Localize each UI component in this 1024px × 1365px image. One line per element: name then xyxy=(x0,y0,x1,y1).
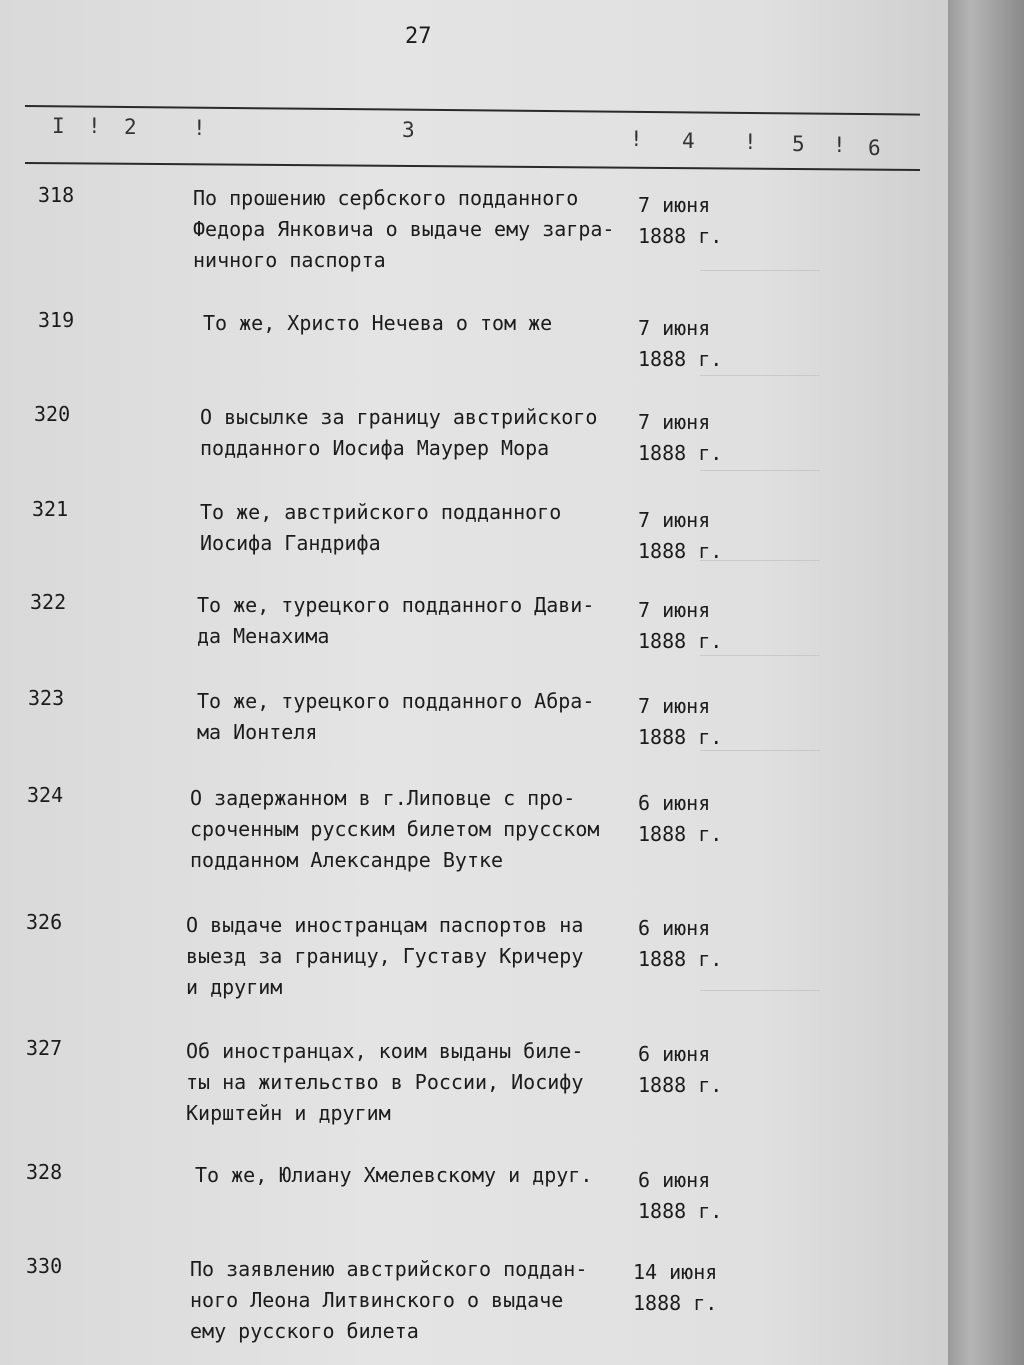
page-number: 27 xyxy=(405,24,432,49)
entry-number: 328 xyxy=(26,1160,63,1184)
column-separator: ! xyxy=(193,116,206,140)
entry-date-year: 1888 г. xyxy=(638,347,723,371)
entry-title-line: подданном Александре Вутке xyxy=(190,848,504,872)
table-header-top-rule xyxy=(25,105,920,116)
book-binding-edge xyxy=(948,0,1024,1365)
entry-title-line: То же, австрийского подданного xyxy=(200,500,562,524)
column-header-6: 6 xyxy=(868,136,881,160)
entry-title-line: То же, Христо Нечева о том же xyxy=(203,311,553,335)
entry-number: 320 xyxy=(34,402,71,426)
column-separator: ! xyxy=(630,127,643,151)
bleed-through-line xyxy=(700,990,820,991)
entry-title-line: О выдаче иностранцам паспортов на xyxy=(186,913,584,937)
entry-title-line: О высылке за границу австрийского xyxy=(200,405,598,429)
entry-title xyxy=(195,1160,645,1191)
column-header-4: 4 xyxy=(682,129,695,153)
entry-date xyxy=(633,1257,717,1319)
entry-title-line: ма Ионтеля xyxy=(197,720,318,744)
entry-date-day: 7 июня xyxy=(638,316,711,340)
entry-number: 322 xyxy=(30,590,67,614)
column-separator: ! xyxy=(833,133,846,157)
entry-date-day: 7 июня xyxy=(638,508,711,532)
entry-title-line: То же, турецкого подданного Дави- xyxy=(197,593,595,617)
entry-number: 324 xyxy=(27,783,64,807)
entry-title xyxy=(186,1036,636,1129)
entry-title xyxy=(200,497,650,559)
entry-date xyxy=(638,913,722,975)
entry-date-year: 1888 г. xyxy=(638,224,723,248)
entry-title-line: и другим xyxy=(186,975,283,999)
entry-title-line: ты на жительство в России, Иосифу xyxy=(186,1070,584,1094)
entry-number: 330 xyxy=(26,1254,63,1278)
entry-date xyxy=(638,407,722,469)
entry-date xyxy=(638,1039,722,1101)
entry-date-day: 6 июня xyxy=(638,1168,711,1192)
entry-date-year: 1888 г. xyxy=(638,947,723,971)
entry-title-line: Федора Янковича о выдаче ему загра- xyxy=(193,217,615,241)
entry-title-line: То же, турецкого подданного Абра- xyxy=(197,689,595,713)
entry-number: 321 xyxy=(32,497,69,521)
column-separator: ! xyxy=(744,130,757,154)
entry-title-line: По заявлению австрийского поддан- xyxy=(190,1257,588,1281)
entry-title-line: ничного паспорта xyxy=(193,248,386,272)
entry-number: 323 xyxy=(28,686,65,710)
entry-date-year: 1888 г. xyxy=(638,725,723,749)
entry-title-line: выезд за границу, Густаву Кричеру xyxy=(186,944,584,968)
entry-title-line: ему русского билета xyxy=(190,1319,419,1343)
entry-date-day: 14 июня xyxy=(633,1260,718,1284)
bleed-through-line xyxy=(700,270,820,271)
entry-title xyxy=(190,1254,640,1347)
entry-title-line: подданного Иосифа Маурер Мора xyxy=(200,436,550,460)
bleed-through-line xyxy=(700,470,820,471)
entry-date-year: 1888 г. xyxy=(638,1073,723,1097)
entry-date-year: 1888 г. xyxy=(638,822,723,846)
entry-date-day: 7 июня xyxy=(638,598,711,622)
entry-title-line: сроченным русским билетом прусском xyxy=(190,817,600,841)
entry-date-year: 1888 г. xyxy=(638,629,723,653)
entry-date-day: 6 июня xyxy=(638,1042,711,1066)
entry-date-year: 1888 г. xyxy=(638,1199,723,1223)
entry-title-line: ного Леона Литвинского о выдаче xyxy=(190,1288,564,1312)
entry-date xyxy=(638,595,722,657)
entry-date-day: 6 июня xyxy=(638,916,711,940)
entry-number: 327 xyxy=(26,1036,63,1060)
entry-date-day: 7 июня xyxy=(638,410,711,434)
entry-date-year: 1888 г. xyxy=(633,1291,718,1315)
entry-title-line: да Менахима xyxy=(197,624,330,648)
entry-title-line: О задержанном в г.Липовце с про- xyxy=(190,786,576,810)
column-separator: ! xyxy=(88,114,101,138)
entry-number: 326 xyxy=(26,910,63,934)
entry-number: 319 xyxy=(38,308,75,332)
column-header-5: 5 xyxy=(792,132,805,156)
entry-date xyxy=(638,691,722,753)
entry-date-day: 7 июня xyxy=(638,694,711,718)
entry-title xyxy=(190,783,640,876)
entry-date-year: 1888 г. xyxy=(638,441,723,465)
entry-title xyxy=(186,910,636,1003)
table-header-bottom-rule xyxy=(25,162,920,171)
entry-title-line: Иосифа Гандрифа xyxy=(200,531,381,555)
entry-date-day: 7 июня xyxy=(638,193,711,217)
column-header-3: 3 xyxy=(402,118,415,142)
column-header-2: 2 xyxy=(124,115,137,139)
entry-title xyxy=(197,686,647,748)
entry-date xyxy=(638,788,722,850)
entry-title-line: То же, Юлиану Хмелевскому и друг. xyxy=(195,1163,593,1187)
entry-title xyxy=(200,402,650,464)
bleed-through-line xyxy=(700,375,820,376)
entry-title xyxy=(197,590,647,652)
entry-title xyxy=(193,183,643,276)
entry-date xyxy=(638,190,722,252)
entry-title xyxy=(203,308,653,339)
entry-title-line: По прошению сербского подданного xyxy=(193,186,579,210)
entry-title-line: Кирштейн и другим xyxy=(186,1101,391,1125)
entry-number: 318 xyxy=(38,183,75,207)
entry-date xyxy=(638,505,722,567)
column-header-1: I xyxy=(52,114,65,138)
entry-date xyxy=(638,1165,722,1227)
entry-title-line: Об иностранцах, коим выданы биле- xyxy=(186,1039,584,1063)
entry-date-year: 1888 г. xyxy=(638,539,723,563)
entry-date-day: 6 июня xyxy=(638,791,711,815)
entry-date xyxy=(638,313,722,375)
